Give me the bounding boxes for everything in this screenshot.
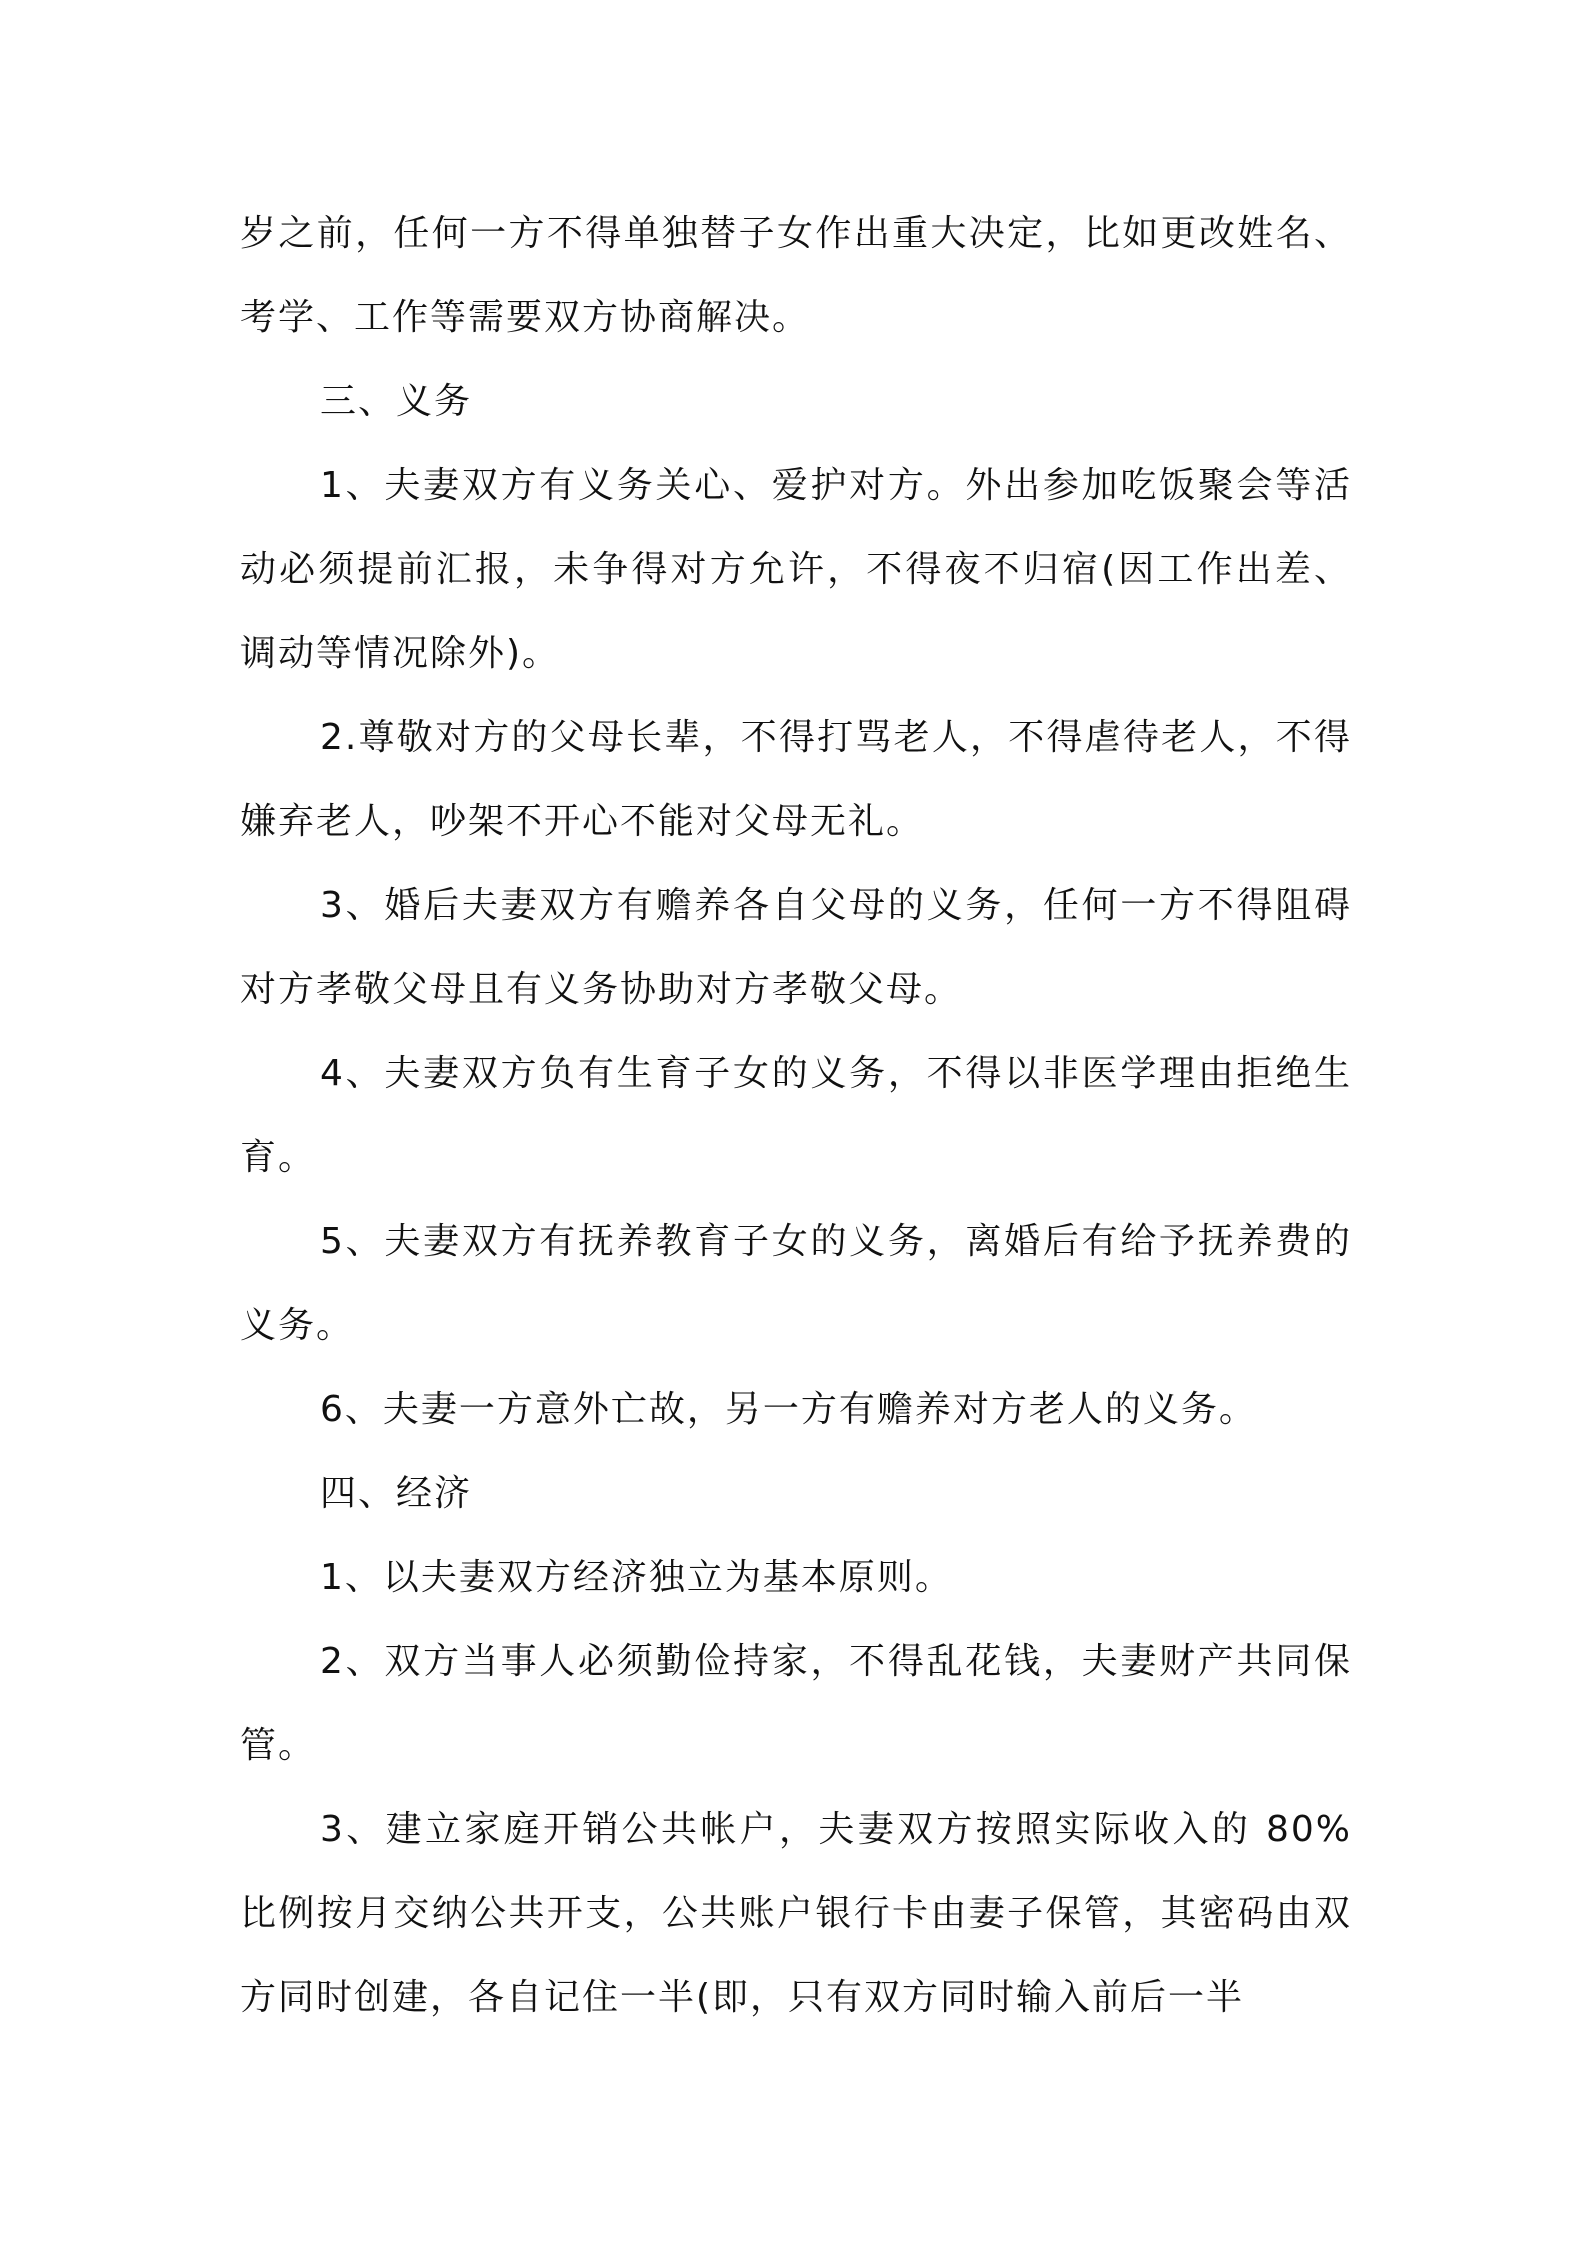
economy-item-3: 3、建立家庭开销公共帐户，夫妻双方按照实际收入的 80%比例按月交纳公共开支，公共账户银行卡由妻子保管，其密码由双方同时创建，各自记住一半(即，只有双方同时输入前后一半	[240, 1809, 1352, 2018]
obligation-item-5: 5、夫妻双方有抚养教育子女的义务，离婚后有给予抚养费的义务。	[240, 1221, 1352, 1346]
obligation-item-3: 3、婚后夫妻双方有赡养各自父母的义务，任何一方不得阻碍对方孝敬父母且有义务协助对方孝敬父母。	[240, 885, 1352, 1010]
obligation-item-2: 2.尊敬对方的父母长辈，不得打骂老人，不得虐待老人，不得嫌弃老人，吵架不开心不能对父母无礼。	[240, 717, 1352, 842]
economy-item-2: 2、双方当事人必须勤俭持家，不得乱花钱，夫妻财产共同保管。	[240, 1641, 1352, 1766]
obligation-item-6: 6、夫妻一方意外亡故，另一方有赡养对方老人的义务。	[320, 1389, 1257, 1430]
section-heading-economy: 四、经济	[320, 1473, 473, 1514]
obligation-item-1: 1、夫妻双方有义务关心、爱护对方。外出参加吃饭聚会等活动必须提前汇报，未争得对方允许，不得夜不归宿(因工作出差、调动等情况除外)。	[240, 465, 1352, 674]
section-heading-obligations: 三、义务	[320, 381, 473, 422]
document-body	[240, 192, 1352, 2040]
paragraph-continued: 岁之前，任何一方不得单独替子女作出重大决定，比如更改姓名、考学、工作等需要双方协商解决。	[240, 213, 1352, 338]
economy-item-1: 1、以夫妻双方经济独立为基本原则。	[320, 1557, 953, 1598]
obligation-item-4: 4、夫妻双方负有生育子女的义务，不得以非医学理由拒绝生育。	[240, 1053, 1352, 1178]
